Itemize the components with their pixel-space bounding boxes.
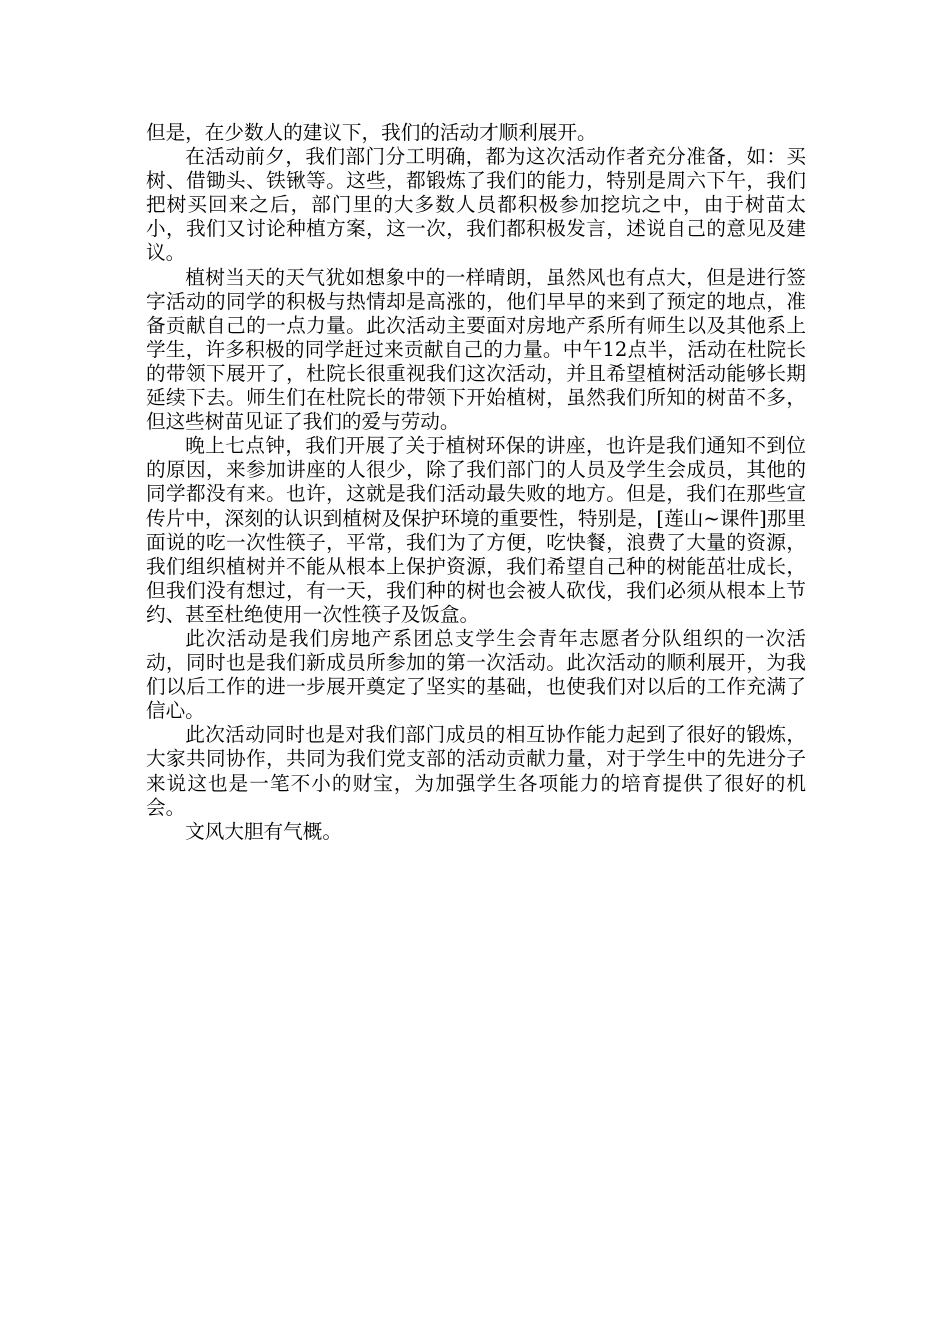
- paragraph-activity-significance: 此次活动是我们房地产系团总支学生会青年志愿者分队组织的一次活动，同时也是我们新成员所参加的第一次活动。此次活动的顺利展开，为我们以后工作的进一步展开奠定了坚实的基础，也使我们对以后的工作充满了信心。: [146, 626, 806, 723]
- paragraph-evening-lecture: 晚上七点钟，我们开展了关于植树环保的讲座，也许是我们通知不到位的原因，来参加讲座的人很少，除了我们部门的人员及学生会成员，其他的同学都没有来。也许，这就是我们活动最失败的地方。但是，我们在那些宣传片中，深刻的认识到植树及保护环境的重要性，特别是，[莲山~课件]那里面说的吃一次性筷子，平常，我们为了方便，吃快餐，浪费了大量的资源，我们组织植树并不能从根本上保护资源，我们希望自己种的树能茁壮成长，但我们没有想过，有一天，我们种的树也会被人砍伐，我们必须从根本上节约、甚至杜绝使用一次性筷子及饭盒。: [146, 434, 806, 626]
- paragraph-continuation: 但是，在少数人的建议下，我们的活动才顺利展开。: [146, 121, 597, 144]
- paragraph-preparation: 在活动前夕，我们部门分工明确，都为这次活动作者充分准备，如：买树、借锄头、铁锹等。这些，都锻炼了我们的能力，特别是周六下午，我们把树买回来之后，部门里的大多数人员都积极参加挖坑之中，由于树苗太小，我们又讨论种植方案，这一次，我们都积极发言，述说自己的意见及建议。: [146, 145, 806, 265]
- paragraph-closing: 文风大胆有气概。: [185, 819, 342, 843]
- document-body: [146, 121, 806, 844]
- paragraph-planting-day: 植树当天的天气犹如想象中的一样晴朗，虽然风也有点大，但是进行签字活动的同学的积极与热情却是高涨的，他们早早的来到了预定的地点，准备贡献自己的一点力量。此次活动主要面对房地产系所有师生以及其他系上学生，许多积极的同学赶过来贡献自己的力量。中午12点半，活动在杜院长的带领下展开了，杜院长很重视我们这次活动，并且希望植树活动能够长期延续下去。师生们在杜院长的带领下开始植树，虽然我们所知的树苗不多，但这些树苗见证了我们的爱与劳动。: [146, 265, 806, 434]
- paragraph-teamwork: 此次活动同时也是对我们部门成员的相互协作能力起到了很好的锻炼，大家共同协作，共同为我们党支部的活动贡献力量，对于学生中的先进分子来说这也是一笔不小的财宝，为加强学生各项能力的培育提供了很好的机会。: [146, 723, 806, 819]
